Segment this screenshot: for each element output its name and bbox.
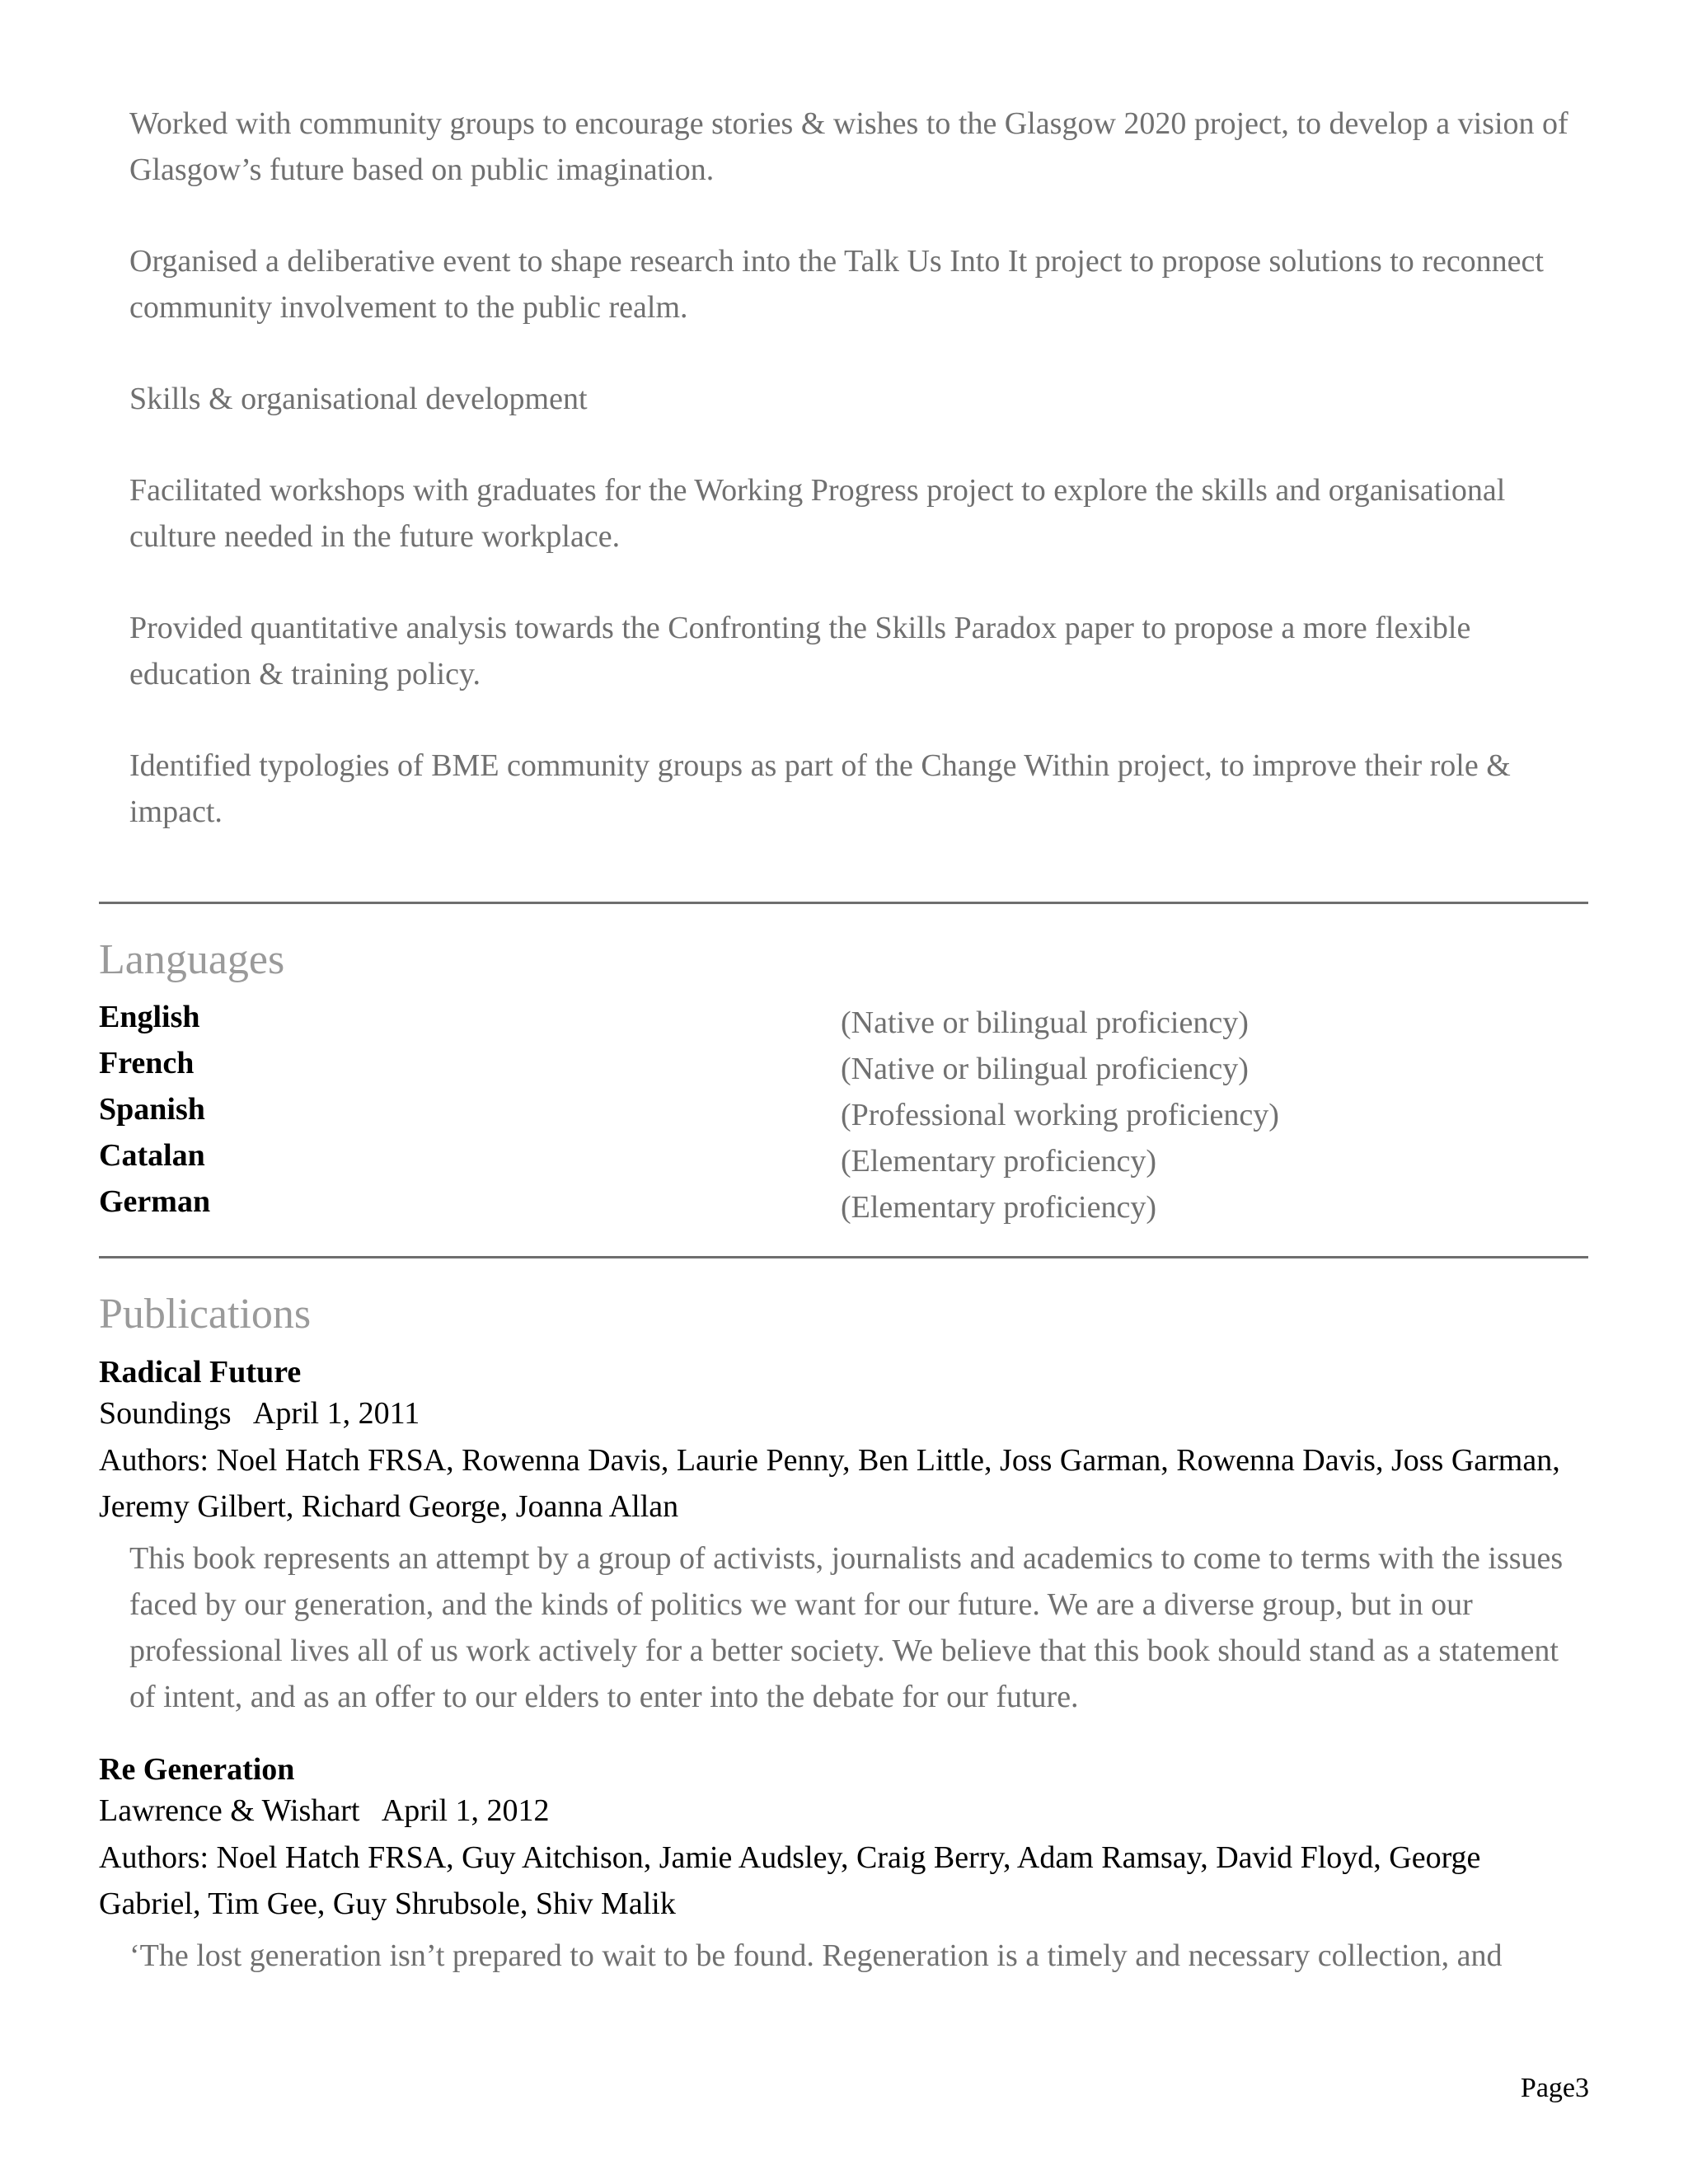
language-proficiency: (Native or bilingual proficiency) — [841, 1005, 1249, 1040]
experience-paragraph: Facilitated workshops with graduates for the Working Progress project to explore the skills and organisational culture needed in the future workplace. — [129, 473, 1506, 554]
language-name: Catalan — [99, 1138, 205, 1173]
language-proficiency: (Elementary proficiency) — [841, 1144, 1156, 1179]
language-name: German — [99, 1184, 211, 1219]
publication-authors: Authors: Noel Hatch FRSA, Rowenna Davis, Laurie Penny, Ben Little, Joss Garman, Rowenna Davis, Joss Garman, Jeremy Gilbert, Richard George, Joanna Allan — [99, 1443, 1560, 1524]
languages-heading: Languages — [99, 936, 285, 983]
language-name: English — [99, 1000, 200, 1034]
section-divider — [99, 902, 1588, 904]
publication-description: ‘The lost generation isn’t prepared to wait to be found. Regeneration is a timely and necessary collection, and — [129, 1938, 1503, 1973]
experience-paragraph: Worked with community groups to encourage stories & wishes to the Glasgow 2020 project, to develop a vision of Glasgow’s future based on public imagination. — [129, 106, 1568, 187]
experience-subheading: Skills & organisational development — [129, 382, 588, 416]
language-proficiency: (Elementary proficiency) — [841, 1190, 1156, 1225]
publication-date: April 1, 2012 — [381, 1793, 550, 1828]
page-number: Page3 — [1520, 2073, 1589, 2103]
publication-meta — [99, 1791, 550, 1830]
experience-paragraph: Organised a deliberative event to shape research into the Talk Us Into It project to propose solutions to reconnect community involvement to the public realm. — [129, 244, 1544, 325]
publication-date: April 1, 2011 — [252, 1396, 420, 1431]
publications-heading: Publications — [99, 1291, 312, 1338]
language-proficiency: (Professional working proficiency) — [841, 1098, 1279, 1132]
publication-description: This book represents an attempt by a group of activists, journalists and academics to come to terms with the issues faced by our generation, and the kinds of politics we want for our future. We are a diverse group, but in our professional lives all of us work actively for a better society. We believe that this book should stand as a statement of intent, and as an offer to our elders to enter into the debate for our future. — [129, 1541, 1564, 1714]
publication-title: Radical Future — [99, 1355, 302, 1390]
section-divider — [99, 1256, 1588, 1258]
experience-paragraph: Identified typologies of BME community groups as part of the Change Within project, to improve their role & impact. — [129, 748, 1511, 829]
publication-meta — [99, 1394, 420, 1433]
publication-publisher: Lawrence & Wishart — [99, 1793, 360, 1828]
experience-paragraph: Provided quantitative analysis towards the Confronting the Skills Paradox paper to propose a more flexible education & training policy. — [129, 611, 1471, 691]
language-name: French — [99, 1046, 195, 1080]
publication-title: Re Generation — [99, 1752, 295, 1787]
language-proficiency: (Native or bilingual proficiency) — [841, 1052, 1249, 1086]
language-name: Spanish — [99, 1092, 205, 1127]
publication-publisher: Soundings — [99, 1396, 232, 1431]
publication-authors: Authors: Noel Hatch FRSA, Guy Aitchison, Jamie Audsley, Craig Berry, Adam Ramsay, David Floyd, George Gabriel, Tim Gee, Guy Shrubsole, Shiv Malik — [99, 1840, 1481, 1921]
